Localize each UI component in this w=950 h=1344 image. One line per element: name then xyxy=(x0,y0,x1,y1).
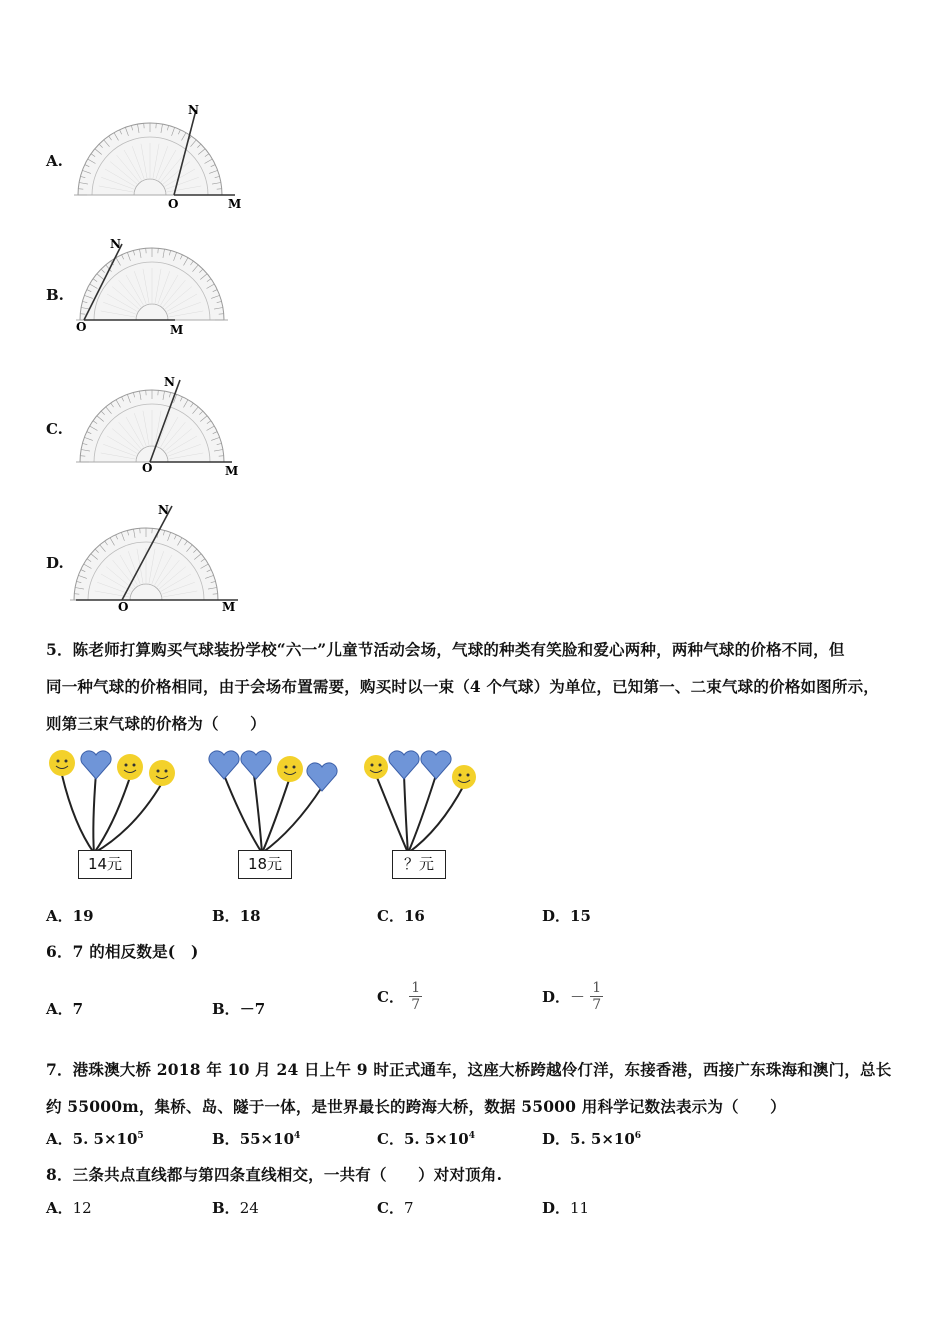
smiley-balloon xyxy=(117,754,143,780)
q7-choice-d[interactable] xyxy=(542,1128,641,1149)
exponent: 6 xyxy=(634,1131,642,1141)
q5-text-line-1: 5．陈老师打算购买气球装扮学校“六一”儿童节活动会场，气球的种类有笑脸和爱心两种，两种气球的价格不同，但 xyxy=(46,640,845,659)
smiley-balloon xyxy=(364,755,388,779)
point-o-label: O xyxy=(118,600,129,614)
q5-choice-a[interactable] xyxy=(46,905,94,926)
choice-value: 12 xyxy=(72,1199,92,1217)
q5-text-line-2: 同一种气球的价格相同，由于会场布置需要，购买时以一束（4 个气球）为单位，已知第一、二束气球的价格如图所示， xyxy=(46,677,879,696)
option-a-label: A. xyxy=(46,152,63,170)
choice-value: 5. 5×10 xyxy=(72,1130,138,1148)
q6-choice-a[interactable] xyxy=(46,998,83,1019)
choice-value: 7 xyxy=(403,1199,414,1217)
q8-choice-c[interactable] xyxy=(377,1197,414,1218)
q6-choice-d[interactable] xyxy=(542,980,603,1013)
protractor-figure-b xyxy=(70,232,235,337)
option-d-label: D. xyxy=(46,554,64,572)
q6-text-line-1: 6．7 的相反数是( ) xyxy=(46,942,199,961)
q6-choice-b[interactable] xyxy=(212,998,265,1019)
minus-sign: － xyxy=(570,988,586,1006)
bunch-2-price: 18元 xyxy=(238,850,292,879)
q8-text-line-1: 8．三条共点直线都与第四条直线相交，一共有（ ）对对顶角. xyxy=(46,1165,503,1184)
fraction-denominator: 7 xyxy=(411,997,421,1013)
q5-text-line-3: 则第三束气球的价格为（ ） xyxy=(46,714,266,733)
choice-letter: A． xyxy=(46,1130,73,1148)
choice-value: 55×10 xyxy=(239,1130,295,1148)
heart-balloon xyxy=(81,751,111,779)
choice-letter: A． xyxy=(46,1199,73,1217)
choice-value: 24 xyxy=(239,1199,259,1217)
q7-choice-c[interactable] xyxy=(377,1128,475,1149)
point-m-label: M xyxy=(225,464,239,478)
point-n-label: N xyxy=(158,503,169,517)
option-c-label: C. xyxy=(46,420,63,438)
smiley-balloon xyxy=(452,765,476,789)
q7-choice-a[interactable] xyxy=(46,1128,144,1149)
choice-letter: C． xyxy=(377,1130,404,1148)
bunch-3-price: ？元 xyxy=(392,850,446,879)
exponent: 5 xyxy=(137,1131,144,1141)
q8-choice-d[interactable] xyxy=(542,1197,589,1218)
exponent: 4 xyxy=(468,1131,475,1141)
q5-choice-d[interactable] xyxy=(542,905,591,926)
point-n-label: N xyxy=(110,237,121,251)
choice-letter: B． xyxy=(212,1130,240,1148)
smiley-balloon xyxy=(49,750,75,776)
option-b-label: B. xyxy=(46,286,64,304)
q7-text-line-2: 约 55000m，集桥、岛、隧于一体，是世界最长的跨海大桥，数据 55000 用科学记数法表示为（ ） xyxy=(46,1097,786,1116)
point-n-label: N xyxy=(164,375,175,389)
heart-balloon xyxy=(209,751,239,779)
fraction-numerator: 1 xyxy=(411,980,421,996)
choice-letter: D． xyxy=(542,988,571,1006)
point-o-label: O xyxy=(76,320,87,334)
exponent: 4 xyxy=(294,1131,301,1141)
point-m-label: M xyxy=(222,600,236,614)
point-n-label: N xyxy=(188,103,199,117)
choice-letter: B． xyxy=(212,1000,240,1018)
fraction xyxy=(590,980,603,1013)
choice-letter: A． xyxy=(46,907,73,925)
choice-letter: B． xyxy=(212,907,240,925)
choice-value: 16 xyxy=(403,907,425,925)
choice-letter: B． xyxy=(212,1199,240,1217)
heart-balloon xyxy=(389,751,419,779)
point-m-label: M xyxy=(170,323,184,337)
choice-letter: D． xyxy=(542,1199,571,1217)
q5-choice-c[interactable] xyxy=(377,905,425,926)
q7-text-line-1: 7．港珠澳大桥 2018 年 10 月 24 日上午 9 时正式通车，这座大桥跨越伶仃洋，东接香港，西接广东珠海和澳门，总长 xyxy=(46,1060,892,1079)
heart-balloon xyxy=(241,751,271,779)
choice-value: 15 xyxy=(570,907,591,925)
choice-letter: D． xyxy=(542,907,571,925)
fraction-denominator: 7 xyxy=(592,997,602,1013)
choice-value: 7 xyxy=(72,1000,84,1018)
fraction-numerator: 1 xyxy=(592,980,602,996)
choice-letter: C． xyxy=(377,907,404,925)
bunch-1-price: 14元 xyxy=(78,850,132,879)
protractor-figure-a xyxy=(70,100,250,215)
q8-choice-a[interactable] xyxy=(46,1197,92,1218)
heart-balloon xyxy=(421,751,451,779)
point-o-label: O xyxy=(168,197,179,211)
choice-letter: C． xyxy=(377,988,404,1006)
q7-choice-b[interactable] xyxy=(212,1128,300,1149)
smiley-balloon xyxy=(149,760,175,786)
heart-balloon xyxy=(307,763,337,791)
balloon-strings xyxy=(62,773,162,853)
choice-value: 18 xyxy=(239,907,261,925)
fraction xyxy=(409,980,422,1013)
choice-value: －7 xyxy=(239,1000,266,1018)
choice-letter: D． xyxy=(542,1130,571,1148)
choice-value: 19 xyxy=(72,907,94,925)
choice-letter: A． xyxy=(46,1000,73,1018)
point-m-label: M xyxy=(228,197,242,211)
choice-value: 5. 5×10 xyxy=(570,1130,635,1148)
protractor-figure-c xyxy=(70,372,245,480)
q8-choice-b[interactable] xyxy=(212,1197,259,1218)
point-o-label: O xyxy=(142,461,153,475)
q6-choice-c[interactable] xyxy=(377,980,422,1013)
smiley-balloon xyxy=(277,756,303,782)
q5-choice-b[interactable] xyxy=(212,905,261,926)
choice-letter: C． xyxy=(377,1199,404,1217)
protractor-figure-d xyxy=(68,498,248,616)
choice-value: 11 xyxy=(570,1199,590,1217)
choice-value: 5. 5×10 xyxy=(403,1130,469,1148)
